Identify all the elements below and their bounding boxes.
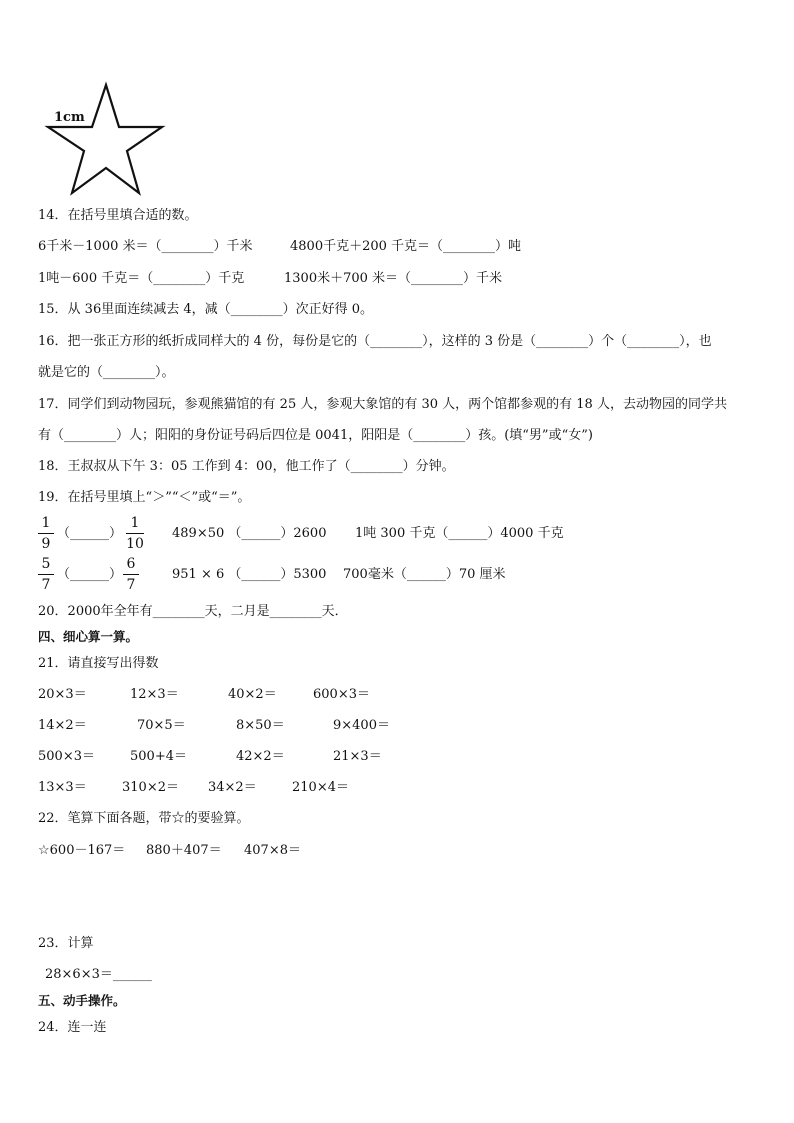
q14-row1-left: 6千米－1000 米＝（________）千米 <box>38 239 253 254</box>
fraction-denominator: 7 <box>126 577 136 593</box>
q21-item: 21×3＝ <box>333 749 382 764</box>
q16-line2: 就是它的（________）。 <box>38 365 175 380</box>
q21-item: 600×3＝ <box>313 687 370 702</box>
q21-item: 500+4＝ <box>130 749 187 764</box>
fraction-denominator: 10 <box>126 536 144 552</box>
q18-text: 18．王叔叔从下午 3：05 工作到 4：00，他工作了（________）分钟。 <box>38 459 455 474</box>
q21-title: 21．请直接写出得数 <box>38 656 159 671</box>
q23-expression: 28×6×3＝______ <box>45 967 152 982</box>
star-shape <box>48 85 162 193</box>
q21-item: 42×2＝ <box>236 749 285 764</box>
q21-item: 40×2＝ <box>228 687 277 702</box>
section-5-heading: 五、动手操作。 <box>38 993 126 1008</box>
section-4-heading: 四、细心算一算。 <box>38 629 139 644</box>
q19-fraction-3 <box>38 556 54 593</box>
q22-item: ☆600－167＝ <box>38 843 126 858</box>
q15-text: 15．从 36里面连续减去 4，减（________）次正好得 0。 <box>38 302 374 317</box>
q19-item-6: 700毫米（______）70 厘米 <box>343 567 506 582</box>
q22-item: 407×8＝ <box>244 843 301 858</box>
fraction-numerator: 1 <box>130 515 140 531</box>
q19-item-5: 951 × 6 （______）5300 <box>172 567 327 582</box>
q14-row2-right: 1300米＋700 米＝（________）千米 <box>284 271 503 286</box>
q14-row2-left: 1吨－600 千克＝（________）千克 <box>38 271 245 286</box>
q22-title: 22．笔算下面各题，带☆的要验算。 <box>38 811 250 826</box>
q21-item: 8×50＝ <box>236 718 285 733</box>
q21-item: 210×4＝ <box>292 780 349 795</box>
q19-fraction-4 <box>123 556 139 593</box>
q22-item: 880＋407＝ <box>146 843 222 858</box>
q19-item-3: 1吨 300 千克（______）4000 千克 <box>355 526 564 541</box>
q19-title: 19．在括号里填上“＞”“＜”或“＝”。 <box>38 490 251 505</box>
q21-item: 310×2＝ <box>122 780 179 795</box>
q23-title: 23．计算 <box>38 936 94 951</box>
q24-title: 24．连一连 <box>38 1020 107 1035</box>
q19-fraction-2 <box>126 515 144 552</box>
q14-row1-right: 4800千克＋200 千克＝（________）吨 <box>290 239 522 254</box>
q21-item: 14×2＝ <box>38 718 87 733</box>
fraction-denominator: 9 <box>41 536 51 552</box>
star-label: 1cm <box>54 110 85 125</box>
q19-fraction-1 <box>38 515 54 552</box>
fraction-numerator: 5 <box>41 556 51 572</box>
q21-item: 34×2＝ <box>208 780 257 795</box>
q21-item: 500×3＝ <box>38 749 95 764</box>
q14-title: 14．在括号里填合适的数。 <box>38 208 198 223</box>
fraction-numerator: 6 <box>126 556 136 572</box>
q19-blank-1: （______） <box>57 526 123 541</box>
q19-blank-2: （______） <box>57 567 123 582</box>
q20-text: 20．2000年全年有________天，二月是________天． <box>38 604 348 619</box>
q16-line1: 16．把一张正方形的纸折成同样大的 4 份，每份是它的（________），这样的 3 份是（________）个（________），也 <box>38 334 712 349</box>
q21-item: 70×5＝ <box>137 718 186 733</box>
q21-item: 12×3＝ <box>130 687 179 702</box>
q21-item: 20×3＝ <box>38 687 87 702</box>
q17-line2: 有（________）人；阳阳的身份证号码后四位是 0041，阳阳是（________）孩。(填“男”或“女”) <box>38 428 593 443</box>
q21-item: 9×400＝ <box>333 718 390 733</box>
star-figure <box>40 80 170 198</box>
q21-item: 13×3＝ <box>38 780 87 795</box>
fraction-denominator: 7 <box>41 577 51 593</box>
q19-item-2: 489×50 （______）2600 <box>172 526 327 541</box>
q17-line1: 17．同学们到动物园玩，参观熊猫馆的有 25 人，参观大象馆的有 30 人，两个馆都参观的有 18 人，去动物园的同学共 <box>38 397 727 412</box>
fraction-numerator: 1 <box>41 515 51 531</box>
